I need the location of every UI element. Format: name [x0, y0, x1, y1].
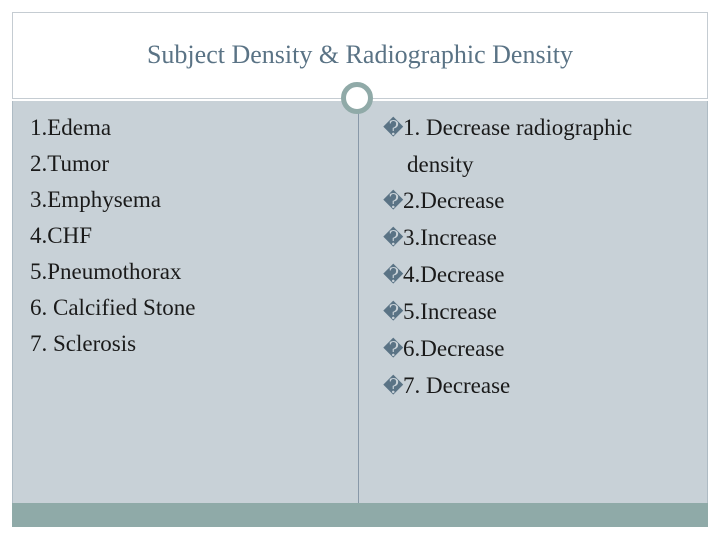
slide-title: Subject Density & Radiographic Density — [146, 40, 574, 69]
left-item: 4.CHF — [30, 223, 92, 248]
left-item: 5.Pneumothorax — [30, 259, 182, 284]
right-item — [383, 257, 632, 294]
left-item: 6. Calcified Stone — [30, 295, 196, 320]
right-list — [383, 110, 632, 405]
bullet-icon: � — [383, 376, 404, 398]
right-item-text: 6.Decrease — [403, 336, 505, 361]
right-item-text: 3.Increase — [403, 225, 497, 250]
column-divider — [358, 101, 359, 503]
right-item — [383, 294, 632, 331]
bullet-icon: � — [383, 228, 404, 250]
left-item: 2.Tumor — [30, 151, 110, 176]
bullet-icon: � — [383, 265, 404, 287]
footer-bar — [12, 503, 708, 527]
right-item-text: 2.Decrease — [403, 188, 505, 213]
left-item: 3.Emphysema — [30, 187, 161, 212]
right-item-text: 5.Increase — [403, 299, 497, 324]
right-item — [383, 220, 632, 257]
bullet-icon: � — [383, 191, 404, 213]
right-item-text: 1. Decrease radiographic — [403, 115, 633, 140]
right-item-continuation: density — [407, 152, 474, 177]
left-item: 7. Sclerosis — [30, 331, 137, 356]
bullet-icon: � — [383, 339, 404, 361]
right-item — [383, 183, 632, 220]
bullet-icon: � — [383, 302, 404, 324]
right-item — [383, 110, 632, 147]
right-item-text: 4.Decrease — [403, 262, 505, 287]
left-list — [30, 110, 195, 362]
right-item — [383, 368, 632, 405]
left-item: 1.Edema — [30, 115, 112, 140]
right-item-text: 7. Decrease — [403, 373, 511, 398]
right-item — [383, 331, 632, 368]
circle-ornament-icon — [341, 82, 373, 114]
bullet-icon: � — [383, 118, 404, 140]
